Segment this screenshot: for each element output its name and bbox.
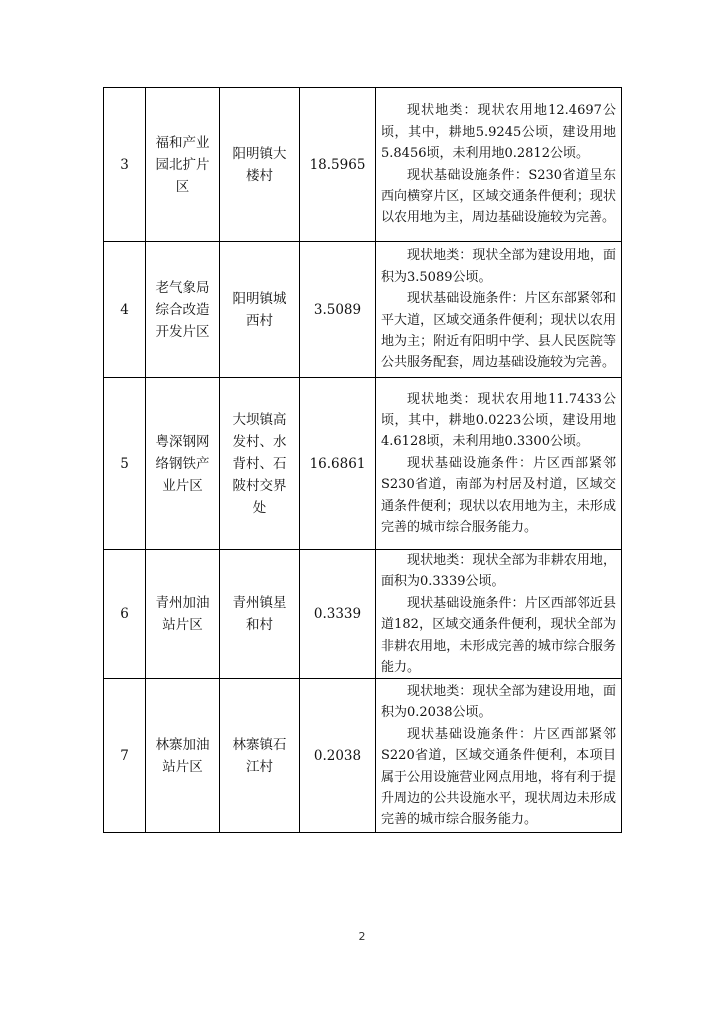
parcel-area: 3.5089 [300,242,376,378]
description-paragraph: 现状地类：现状全部为建设用地，面积为3.5089公顷。 [381,248,616,285]
table-row [104,88,622,242]
parcel-description [376,88,622,242]
parcel-description [376,378,622,550]
parcel-location: 林寨镇石江村 [220,679,300,833]
parcel-location: 阳明镇大楼村 [220,88,300,242]
parcel-name: 福和产业园北扩片区 [146,88,220,242]
parcel-area: 18.5965 [300,88,376,242]
description-paragraph: 现状基础设施条件：片区西部紧邻S230省道，南部为村居及村道，区域交通条件便利；现状以农用地为主，未形成完善的城市综合服务能力。 [381,455,616,536]
table-row [104,242,622,378]
description-paragraph: 现状基础设施条件：片区西部紧邻S220省道，区域交通条件便利，本项目属于公用设施营业网点用地，将有利于提升周边的公共设施水平，现状周边未形成完善的城市综合服务能力。 [381,726,616,828]
parcel-area: 0.2038 [300,679,376,833]
parcel-description [376,242,622,378]
table-row [104,679,622,833]
parcel-name: 青州加油站片区 [146,550,220,679]
parcel-description [376,679,622,833]
table-body [104,88,622,833]
parcel-location: 阳明镇城西村 [220,242,300,378]
parcel-area: 16.6861 [300,378,376,550]
description-paragraph: 现状基础设施条件：片区西部邻近县道182，区域交通条件便利，现状全部为非耕农用地，未形成完善的城市综合服务能力。 [381,595,616,676]
row-number: 3 [104,88,146,242]
parcel-name: 粤深钢网络钢铁产业片区 [146,378,220,550]
page-number: 2 [358,930,366,943]
parcel-location: 大坝镇高发村、水背村、石陂村交界处 [220,378,300,550]
description-paragraph: 现状地类：现状农用地12.4697公顷，其中，耕地5.9245公顷，建设用地5.8456顷，未利用地0.2812公顷。 [381,103,616,162]
row-number: 4 [104,242,146,378]
parcel-description [376,550,622,679]
description-paragraph: 现状基础设施条件：S230省道呈东西向横穿片区，区域交通条件便利；现状以农用地为主，周边基础设施较为完善。 [381,167,616,226]
row-number: 7 [104,679,146,833]
land-parcel-table [103,87,622,833]
table-row [104,550,622,679]
table-row [104,378,622,550]
description-paragraph: 现状基础设施条件：片区东部紧邻和平大道，区域交通条件便利；现状以农用地为主；附近有阳明中学、县人民医院等公共服务配套，周边基础设施较为完善。 [381,291,616,371]
description-paragraph: 现状地类：现状农用地11.7433公顷，其中，耕地0.0223公顷，建设用地4.6128顷，未利用地0.3300公顷。 [381,391,616,450]
parcel-name: 老气象局综合改造开发片区 [146,242,220,378]
parcel-location: 青州镇星和村 [220,550,300,679]
description-paragraph: 现状地类：现状全部为非耕农用地，面积为0.3339公顷。 [381,553,616,590]
description-paragraph: 现状地类：现状全部为建设用地，面积为0.2038公顷。 [381,684,616,721]
row-number: 6 [104,550,146,679]
parcel-area: 0.3339 [300,550,376,679]
row-number: 5 [104,378,146,550]
parcel-name: 林寨加油站片区 [146,679,220,833]
